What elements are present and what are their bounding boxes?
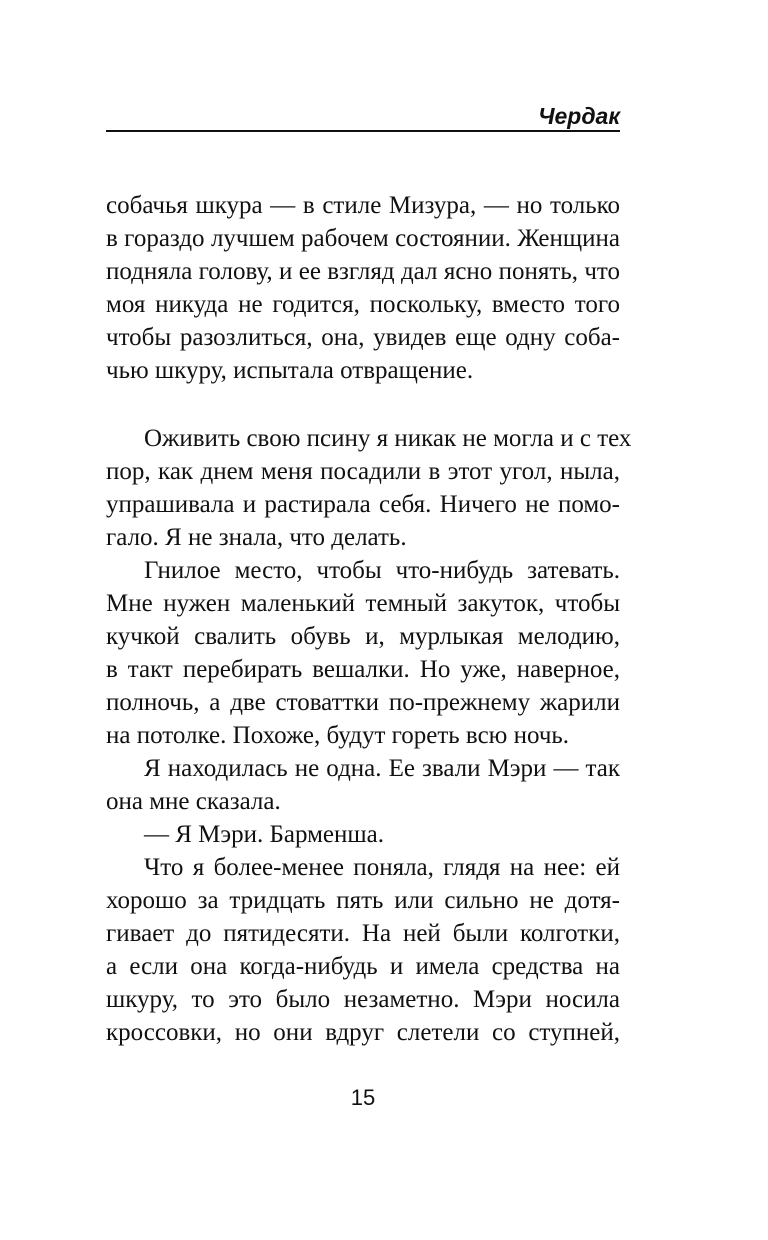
text-line: собачья шкура — в стиле Мизура, — но только bbox=[106, 192, 620, 219]
text-line: шкуру, то это было незаметно. Мэри носила bbox=[106, 986, 620, 1013]
text-line: в такт перебирать вешалки. Но уже, наверное, bbox=[106, 656, 620, 683]
text-line: подняла голову, и ее взгляд дал ясно понять, что bbox=[106, 258, 620, 285]
paragraph-2 bbox=[106, 422, 632, 554]
text-line: Мне нужен маленький темный закуток, чтобы bbox=[106, 590, 620, 617]
text-line: моя никуда не годится, поскольку, вместо того bbox=[106, 291, 620, 318]
text-line: Что я более-менее поняла, глядя на нее: ей bbox=[144, 854, 620, 881]
text-line: на потолке. Похоже, будут гореть всю ночь. bbox=[106, 722, 570, 749]
text-line: упрашивала и растирала себя. Ничего не помо- bbox=[106, 491, 620, 518]
text-line: гало. Я не знала, что делать. bbox=[106, 524, 407, 551]
paragraph-1 bbox=[106, 189, 620, 387]
running-title: Чердак bbox=[538, 103, 620, 129]
paragraph-dialogue bbox=[106, 818, 620, 851]
text-line: гивает до пятидесяти. На ней были колготки, bbox=[106, 920, 620, 947]
text-line: полночь, а две стоваттки по-прежнему жарили bbox=[106, 689, 620, 716]
text-line: в гораздо лучшем рабочем состоянии. Женщина bbox=[106, 225, 620, 252]
text-line: кучкой свалить обувь и, мурлыкая мелодию, bbox=[106, 623, 620, 650]
paragraph-4 bbox=[106, 752, 620, 818]
paragraph-3 bbox=[106, 554, 620, 752]
text-line: чью шкуру, испытала отвращение. bbox=[106, 357, 474, 384]
text-line: Оживить свою псину я никак не могла и с тех bbox=[144, 425, 632, 452]
text-line: кроссовки, но они вдруг слетели со ступней, bbox=[106, 1019, 620, 1046]
text-line: — Я Мэри. Барменша. bbox=[144, 821, 384, 848]
header-rule bbox=[106, 130, 620, 132]
text-line: чтобы разозлиться, она, увидев еще одну соба- bbox=[106, 324, 620, 351]
page-number: 15 bbox=[350, 1085, 376, 1110]
text-line: Гнилое место, чтобы что-нибудь затевать. bbox=[144, 557, 620, 584]
text-line: хорошо за тридцать пять или сильно не дотя- bbox=[106, 887, 620, 914]
text-line: а если она когда-нибудь и имела средства на bbox=[106, 953, 620, 980]
paragraph-6 bbox=[106, 851, 620, 1049]
text-line: Я находилась не одна. Ее звали Мэри — так bbox=[144, 755, 620, 782]
text-line: она мне сказала. bbox=[106, 788, 281, 815]
text-line: пор, как днем меня посадили в этот угол, ныла, bbox=[106, 458, 620, 485]
